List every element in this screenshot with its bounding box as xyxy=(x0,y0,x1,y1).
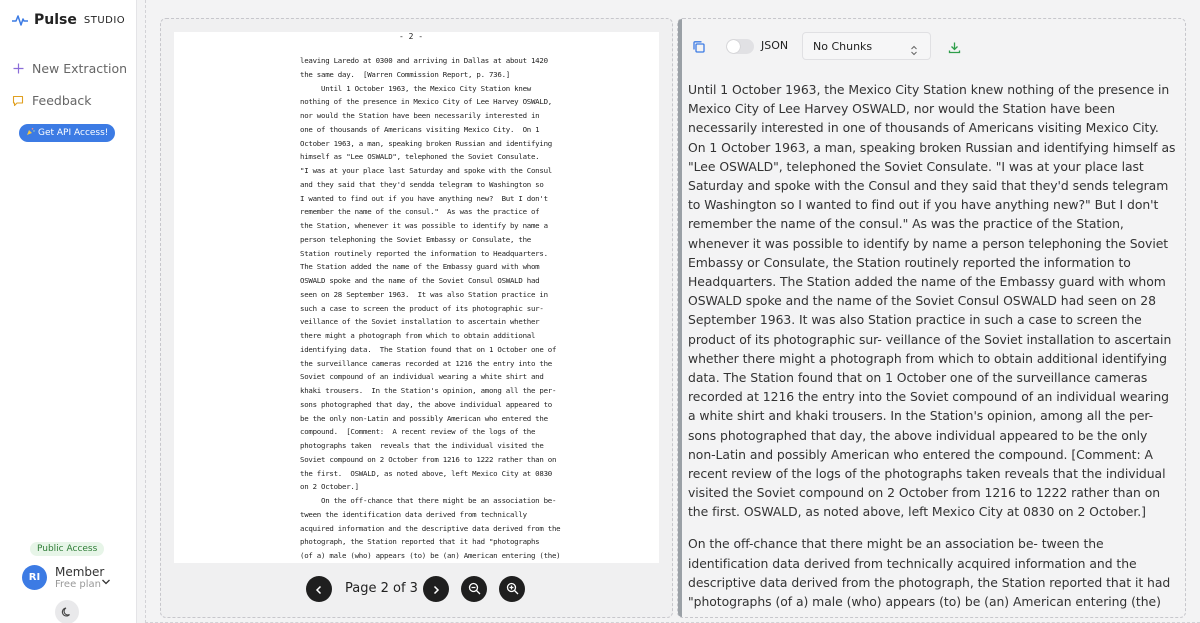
next-page-button[interactable] xyxy=(423,576,449,602)
theme-toggle-button[interactable] xyxy=(55,600,79,623)
user-menu[interactable] xyxy=(22,565,104,590)
plus-icon xyxy=(12,63,24,75)
scan-line: sons photographed that day, the above individual appeared to xyxy=(300,399,552,409)
scan-line: there might a photograph from which to obtain additional xyxy=(300,331,536,340)
panel-resize-handle[interactable] xyxy=(678,19,682,617)
json-toggle-knob xyxy=(727,40,740,53)
extracted-text xyxy=(688,80,1176,623)
zoom-in-icon xyxy=(506,580,519,599)
chevron-right-icon xyxy=(431,580,441,599)
scan-line: nothing of the presence in Mexico City of Lee Harvey OSWALD, xyxy=(300,97,552,107)
scan-line: such a case to screen the product of its photographic sur- xyxy=(300,303,544,313)
scan-line: the same day. [Warren Commission Report, p. 736.] xyxy=(300,69,510,79)
scan-line: the Station, whenever it was possible to identify by name a xyxy=(300,221,548,230)
scan-line: photographs taken reveals that the individual visited the xyxy=(300,441,544,450)
scan-line: Station routinely reported the information to Headquarters. xyxy=(300,248,548,258)
scan-line: On the off-chance that there might be an association be- xyxy=(300,496,557,505)
app-logo[interactable] xyxy=(12,12,125,28)
extracted-paragraph: On the off-chance that there might be an association be- tween the identification data derived from technically acquired information and the descriptive data derived from the photograph, the Station reported that it had "photographs (of a) male (who) appears (to) be (an) American entering (the) xyxy=(688,536,1171,610)
page-indicator: Page 2 of 3 xyxy=(345,581,418,596)
scan-line: nor would the Station have been necessarily interested in xyxy=(300,111,540,120)
output-toolbar xyxy=(692,32,1172,60)
scan-line: seen on 28 September 1963. It was also Station practice in xyxy=(300,289,548,299)
json-label: JSON xyxy=(761,39,789,52)
app-subtitle: STUDIO xyxy=(83,14,126,26)
get-api-access-button[interactable] xyxy=(19,124,115,142)
scan-line: identifying data. The Station found that on 1 October one of xyxy=(300,344,557,354)
scan-line: "I was at your place last Saturday and spoke with the Consul xyxy=(300,166,552,175)
chunk-select-value: No Chunks xyxy=(813,40,873,53)
zoom-out-button[interactable] xyxy=(461,576,487,602)
user-plan: Free plan xyxy=(55,579,101,590)
feedback-button[interactable] xyxy=(12,93,92,108)
user-name: Member xyxy=(55,565,105,579)
copy-icon[interactable] xyxy=(692,39,706,58)
chevron-left-icon xyxy=(314,580,324,599)
zoom-in-button[interactable] xyxy=(499,576,525,602)
scan-line: compound. [Comment: A recent review of the logs of the xyxy=(300,427,536,437)
scan-line: leaving Laredo at 0300 and arriving in Dallas at about 1420 xyxy=(300,56,548,65)
scan-line: himself as "Lee OSWALD", telephoned the Soviet Consulate. xyxy=(300,152,540,162)
chat-bubble-icon xyxy=(12,95,24,107)
zoom-out-icon xyxy=(468,580,481,599)
scan-line: I wanted to find out if you have anything new? But I don't xyxy=(300,193,548,203)
scan-line: the first. OSWALD, as noted above, left Mexico City at 0830 xyxy=(300,468,552,478)
chevron-down-icon[interactable] xyxy=(101,571,111,590)
scan-line: khaki trousers. In the Station's opinion, among all the per- xyxy=(300,386,557,395)
chunk-select[interactable] xyxy=(802,32,931,60)
scan-line: and they said that they'd sendda telegram to Washington so xyxy=(300,179,544,189)
scan-line: October 1963, a man, speaking broken Russian and identifying xyxy=(300,138,552,148)
scan-line: The Station added the name of the Embassy guard with whom xyxy=(300,262,540,272)
scan-line: the surveillance cameras recorded at 1216 the entry into the xyxy=(300,358,552,368)
previous-page-button[interactable] xyxy=(306,576,332,602)
party-popper-icon xyxy=(26,127,35,139)
scan-line: Soviet compound of an individual wearing a white shirt and xyxy=(300,372,544,382)
scan-line: OSWALD spoke and the name of the Soviet Consul OSWALD had xyxy=(300,276,540,285)
public-access-badge: Public Access xyxy=(30,542,104,556)
scan-line: veillance of the Soviet installation to ascertain whether xyxy=(300,317,540,327)
scan-line: one of thousands of Americans visiting Mexico City. On 1 xyxy=(300,124,540,134)
up-down-chevron-icon xyxy=(910,41,918,60)
new-extraction-button[interactable] xyxy=(12,61,127,76)
scan-line: person telephoning the Soviet Embassy or Consulate, the xyxy=(300,234,531,244)
json-toggle[interactable] xyxy=(726,39,754,54)
scan-line: acquired information and the descriptive data derived from the xyxy=(300,523,561,533)
scan-line: Soviet compound on 2 October from 1216 to 1222 rather than on xyxy=(300,454,557,464)
page-number-mark: - 2 - xyxy=(399,32,424,41)
scan-line: (of a) male (who) appears (to) be (an) American entering (the) xyxy=(300,551,561,560)
scan-line: on 2 October.] xyxy=(300,482,359,492)
avatar: RI xyxy=(22,565,47,590)
pagination-controls xyxy=(306,576,526,603)
scan-line: Until 1 October 1963, the Mexico City Station knew xyxy=(300,83,531,93)
scan-line: tween the identification data derived from technically xyxy=(300,509,527,519)
get-api-access-label: Get API Access! xyxy=(38,128,109,138)
extracted-paragraph: Until 1 October 1963, the Mexico City Station knew nothing of the presence in Mexico City of Lee Harvey OSWALD, nor would the Station have been necessarily interested in one of thousands of Americans visiting Mexico City. On 1 October 1963, a man, speaking broken Russian and identifying himself as "Lee OSWALD", telephoned the Soviet Consulate. "I was at your place last Saturday and spoke with the Consul and they said that they'd sends telegram to Washington so I wanted to find out if you have anything new?" But I don't remember the name of the consul." As was the practice of the Station, whenever it was possible to identify by name a person telephoning the Soviet Embassy or Consulate, the Station routinely reported the information to Headquarters. The Station added the name of the Embassy guard with whom OSWALD spoke and the name of the Soviet Consul OSWALD had seen on 28 September 1963. It was also Station practice in such a case to screen the product of its photographic sur- veillance of the Soviet installation to ascertain whether there might a photograph from which to obtain additional identifying data. The Station found that on 1 October one of the surveillance cameras recorded at 1216 the entry into the Soviet compound of an individual wearing a white shirt and khaki trousers. In the Station's opinion, among all the per- sons photographed that day, the above individual appeared to be the only non-Latin and possibly American who entered the compound. [Comment: A recent review of the logs of the photographs taken reveals that the individual visited the Soviet compound on 2 October from 1216 to 1222 rather than on the first. OSWALD, as noted above, left Mexico City at 0830 on 2 October.] xyxy=(688,82,1176,520)
pulse-wave-icon xyxy=(12,14,28,26)
moon-icon xyxy=(61,603,73,622)
app-name: Pulse xyxy=(34,12,77,28)
document-page-image xyxy=(174,32,659,563)
sidebar xyxy=(0,0,137,623)
feedback-label: Feedback xyxy=(32,93,92,108)
scan-line: be the only non-Latin and possibly American who entered the xyxy=(300,413,548,423)
scan-line: remember the name of the consul." As was the practice of xyxy=(300,207,540,217)
scan-line: photograph, the Station reported that it had "photographs xyxy=(300,537,540,547)
download-icon[interactable] xyxy=(948,39,961,58)
new-extraction-label: New Extraction xyxy=(32,61,128,76)
